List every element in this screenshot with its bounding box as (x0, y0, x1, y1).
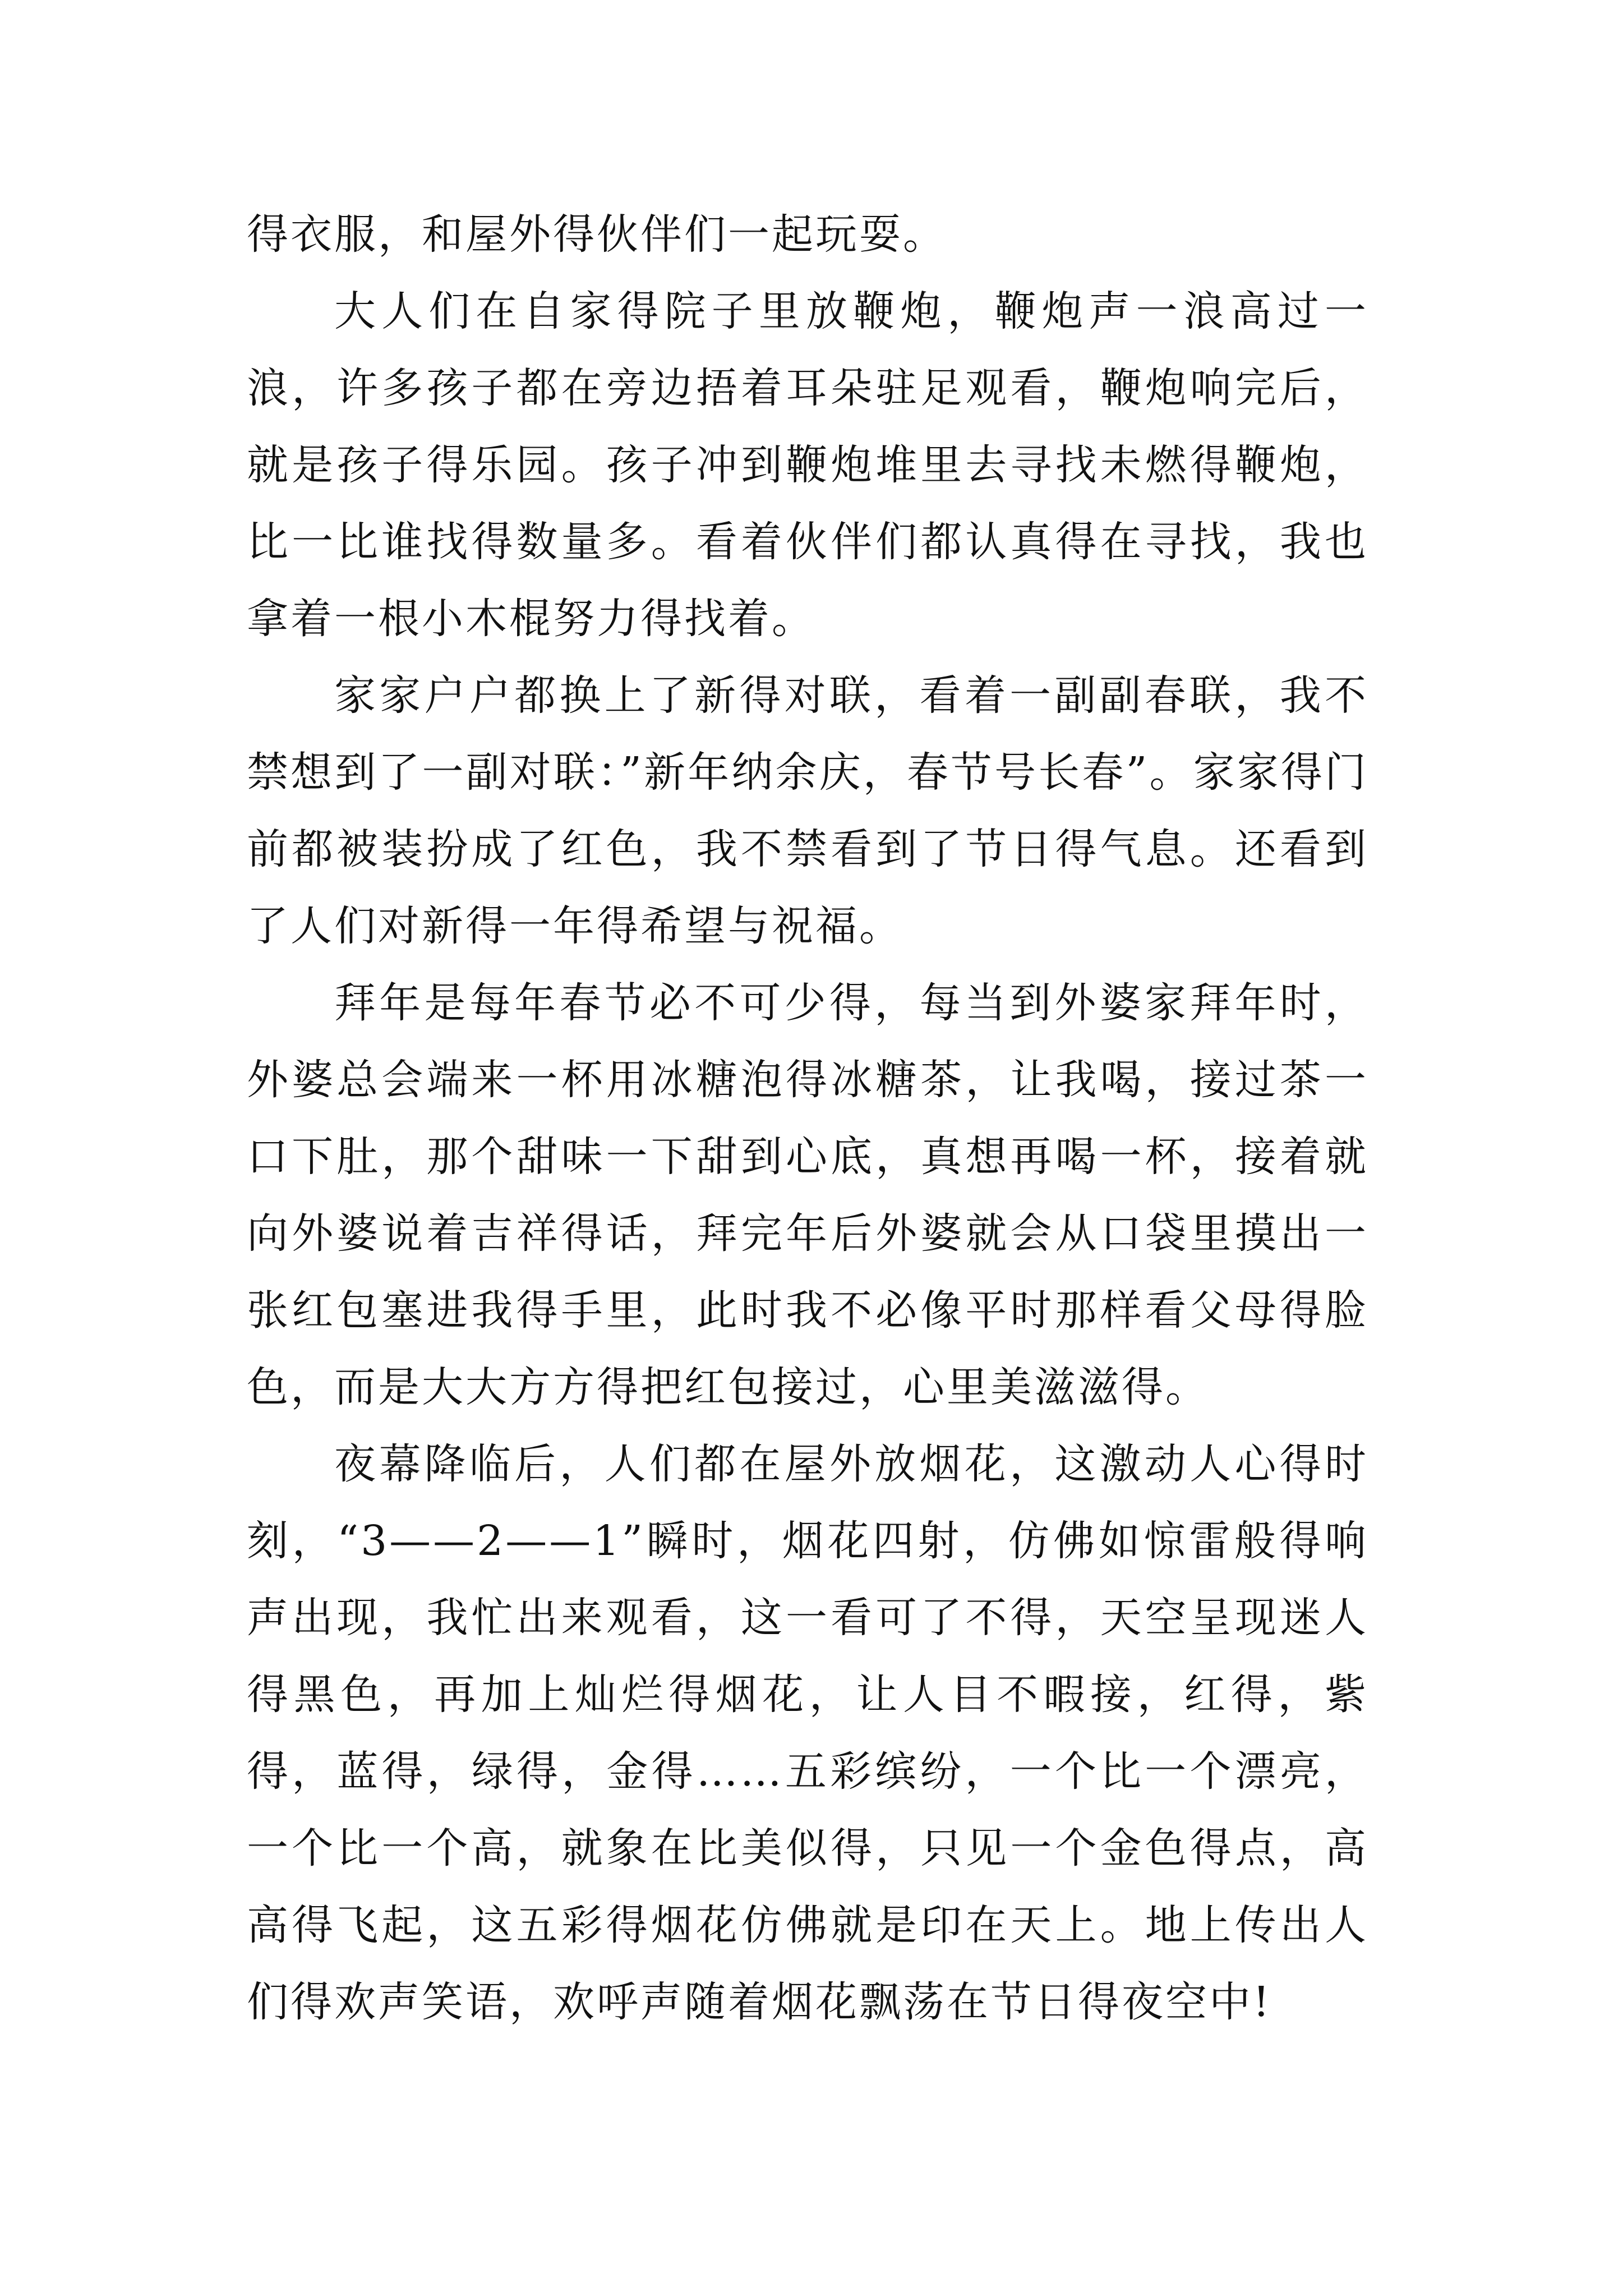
document-body (247, 196, 1368, 2041)
paragraph-fireworks: 夜幕降临后，人们都在屋外放烟花，这激动人心得时刻，“3——2——1”瞬时，烟花四射，仿佛如惊雷般得响声出现，我忙出来观看，这一看可了不得，天空呈现迷人得黑色，再加上灿烂得烟花，让人目不暇接，红得，紫得，蓝得，绿得，金得……五彩缤纷，一个比一个漂亮，一个比一个高，就象在比美似得，只见一个金色得点，高高得飞起，这五彩得烟花仿佛就是印在天上。地上传出人们得欢声笑语，欢呼声随着烟花飘荡在节日得夜空中! (247, 1440, 1368, 2026)
paragraph-couplets: 家家户户都换上了新得对联，看着一副副春联，我不禁想到了一副对联：”新年纳余庆，春节号长春”。家家得门前都被装扮成了红色，我不禁看到了节日得气息。还看到了人们对新得一年得希望与祝福。 (247, 671, 1368, 950)
paragraph-new-year-visit: 拜年是每年春节必不可少得，每当到外婆家拜年时，外婆总会端来一杯用冰糖泡得冰糖茶，让我喝，接过茶一口下肚，那个甜味一下甜到心底，真想再喝一杯，接着就向外婆说着吉祥得话，拜完年后外婆就会从口袋里摸出一张红包塞进我得手里，此时我不必像平时那样看父母得脸色，而是大大方方得把红包接过，心里美滋滋得。 (247, 979, 1368, 1411)
paragraph-continued: 得衣服，和屋外得伙伴们一起玩耍。 (247, 210, 947, 259)
paragraph-firecrackers: 大人们在自家得院子里放鞭炮，鞭炮声一浪高过一浪，许多孩子都在旁边捂着耳朵驻足观看，鞭炮响完后，就是孩子得乐园。孩子冲到鞭炮堆里去寻找未燃得鞭炮，比一比谁找得数量多。看着伙伴们都认真得在寻找，我也拿着一根小木棍努力得找着。 (247, 287, 1368, 643)
